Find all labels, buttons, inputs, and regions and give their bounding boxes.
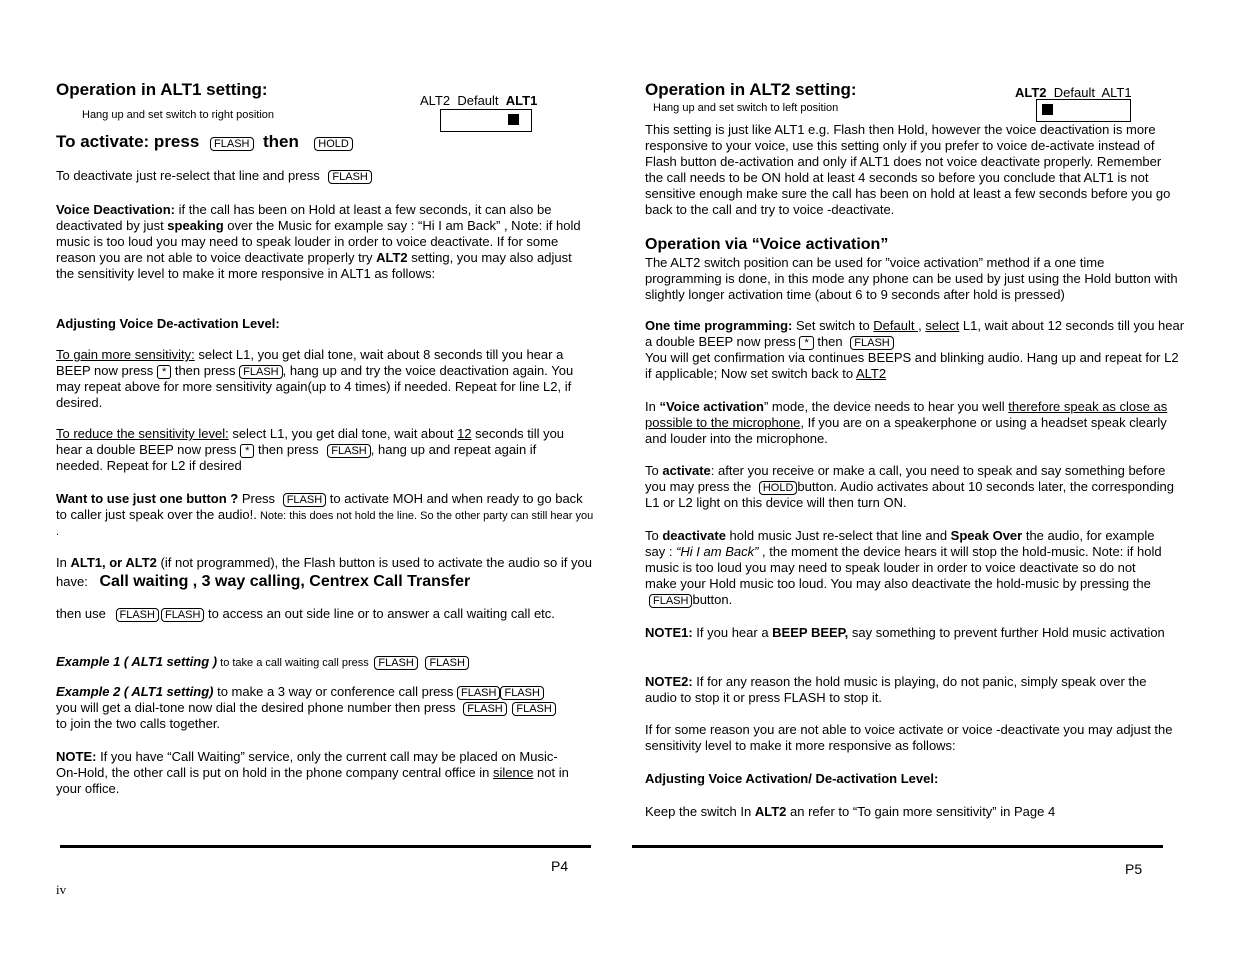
text: If you hear a <box>692 625 773 640</box>
flash-key-icon: FLASH <box>850 336 893 350</box>
text: not in your office. <box>56 765 569 796</box>
page-number-p4: P4 <box>551 858 569 874</box>
underlined-text: therefore speak as close as possible to the microphone <box>645 399 1168 430</box>
flash-key-icon: FLASH <box>457 686 500 700</box>
underlined-text: silence <box>492 765 534 780</box>
bold-text: BEEP BEEP, <box>772 625 849 640</box>
switch-label-alt1: ALT1 <box>505 93 538 108</box>
deactivate-paragraph <box>645 528 1165 608</box>
programming-label: One time programming: <box>645 318 793 333</box>
small-text: to take a call waiting call press <box>217 657 369 669</box>
flash-key-icon: FLASH <box>463 702 506 716</box>
text: setting, you may also adjust the sensitivity level to make it more responsive in ALT1 as follows: <box>56 250 572 281</box>
text: say something to prevent further Hold music activation <box>848 625 1165 640</box>
deactivate-text: To deactivate just re-select that line and press <box>56 168 320 183</box>
switch-knob <box>508 114 519 125</box>
voice-deactivation-paragraph <box>56 202 584 282</box>
switch-label-alt1: ALT1 <box>1101 85 1132 100</box>
one-button-paragraph <box>56 491 596 539</box>
star-key-icon: * <box>240 444 254 458</box>
bold-text: “Voice activation <box>659 399 764 414</box>
text: , hang up and repeat again if needed. Repeat for L2 if desired <box>56 442 537 473</box>
text: button. <box>692 592 733 607</box>
text: , hang up and try the voice deactivation again. You may repeat above for more sensitivity again(up to 4 times) if needed. Repeat for line L2, if desired. <box>56 363 574 410</box>
switch-label-default: Default <box>457 93 499 108</box>
underlined-text: Default <box>873 318 919 333</box>
note1-paragraph <box>645 625 1180 641</box>
flash-key-icon: FLASH <box>161 608 204 622</box>
text: then use <box>56 606 106 621</box>
adjusting-heading: Adjusting Voice De-activation Level: <box>56 316 280 331</box>
bold-text: ALT2 <box>376 250 408 265</box>
voice-activation-heading: Operation via “Voice activation” <box>645 236 889 253</box>
switch-label-default: Default <box>1053 85 1095 100</box>
note1-label: NOTE1: <box>645 625 693 640</box>
one-button-label: Want to use just one button ? <box>56 491 239 506</box>
text: then press <box>254 442 319 457</box>
switch-knob <box>1042 104 1053 115</box>
bold-text: ALT2 <box>754 804 787 819</box>
example2-paragraph <box>56 684 606 732</box>
note-label: NOTE: <box>56 749 97 764</box>
text: select L1, you get dial tone, wait about <box>228 426 458 441</box>
switch-label-alt2: ALT2 <box>420 93 451 108</box>
activate-label: To activate: press <box>56 132 200 151</box>
switch-diagram-alt1 <box>440 109 532 132</box>
bold-text: Speak Over <box>950 528 1023 543</box>
text: seconds till you hear a double BEEP now press <box>56 426 565 457</box>
text: then press <box>171 363 236 378</box>
underlined-text: 12 <box>457 426 472 441</box>
text: ” mode, the device needs to hear you well <box>763 399 1009 414</box>
voice-activation-paragraph: The ALT2 switch position can be used for ”voice activation” method if a one time programming is done, in this mode any phone can be used by just using the Hold button with slightly longer activation time (about 6 to 9 seconds after hold is pressed) <box>645 255 1178 302</box>
text: Press <box>238 491 276 506</box>
text: If for any reason the hold music is playing, do not panic, simply speak over the audio to stop it or press FLASH to stop it. <box>645 674 1147 705</box>
underlined-text: ALT2 <box>856 366 887 381</box>
text: , the moment the device hears it will stop the hold-music. Note: if hold music is too loud you may need to speak louder in order to voice deactivate so do not make your Hold music too loud. You may also deactivate the hold-music by pressing the <box>645 544 1162 591</box>
alt2-paragraph: This setting is just like ALT1 e.g. Flash then Hold, however the voice deactivation is more responsive to your voice, use this setting only if you prefer to voice de-activate instead of Flash button de-activation and only if ALT1 does not voice deactivate properly. Remember the call needs to be ON hold at least 4 seconds so before you conclude that ALT1 is not sensitive enough make sure the call has been on hold at least a few seconds before you go back to the call and try to voice -deactivate. <box>645 122 1171 217</box>
text: In <box>645 399 660 414</box>
bold-text: speaking <box>167 218 224 233</box>
small-note: Note: this does not hold the line. So the other party can still hear you . <box>56 510 594 538</box>
text: an refer to “To gain more sensitivity” in Page 4 <box>786 804 1056 819</box>
text: L1, wait about 12 seconds till you hear a double BEEP now press <box>645 318 1185 349</box>
right-heading: Operation in ALT2 setting: <box>645 80 857 99</box>
text: to activate MOH and when ready to go back to caller just speak over the audio!. <box>56 491 583 522</box>
text: Keep the switch In <box>645 804 755 819</box>
bold-text: deactivate <box>662 528 726 543</box>
reduce-sensitivity-paragraph <box>56 426 581 474</box>
text: to join the two calls together. <box>56 716 221 731</box>
text: over the Music for example say : “Hi I am Back” , Note: if hold music is too loud you may need to speak louder in order to voice deactivate. If for some reason you are not able to voice deactivate properly try <box>56 218 581 265</box>
va-mode-paragraph <box>645 399 1180 447</box>
reduce-label: To reduce the sensitivity level: <box>56 426 229 441</box>
text: , If you are on a speakerphone or using a headset speak clearly and louder into the microphone. <box>645 415 1167 446</box>
text: If you have “Call Waiting” service, only the current call may be placed on Music-On-Hold, the other call is put on hold in the phone company central office in <box>56 749 558 780</box>
switch-label-alt2: ALT2 <box>1015 85 1047 100</box>
text: You will get confirmation via continues BEEPS and blinking audio. Hang up and repeat for L2 if applicable; Now set switch back to <box>645 350 1179 381</box>
flash-key-icon: FLASH <box>425 656 468 670</box>
underlined-text: select <box>925 318 960 333</box>
deactivate-line <box>56 168 372 184</box>
adjust-intro-paragraph: If for some reason you are not able to voice activate or voice -deactivate you may adjust the sensitivity level to make it more responsive as follows: <box>645 722 1173 753</box>
star-key-icon: * <box>157 365 171 379</box>
note2-paragraph <box>645 674 1175 706</box>
gain-sensitivity-paragraph <box>56 347 586 411</box>
right-adjusting-heading: Adjusting Voice Activation/ De-activation Level: <box>645 771 939 786</box>
flash-key-icon: FLASH <box>500 686 543 700</box>
text: : after you receive or make a call, you need to speak and say something before you may press the <box>645 463 1166 494</box>
text: In <box>56 555 71 570</box>
right-divider <box>632 845 1163 848</box>
example1-label: Example 1 ( ALT1 setting ) <box>56 654 218 669</box>
flash-key-icon: FLASH <box>283 493 326 507</box>
example2-label: Example 2 ( ALT1 setting) <box>56 684 214 699</box>
bold-text: ALT1, or ALT2 <box>70 555 157 570</box>
flash-key-icon: FLASH <box>327 444 370 458</box>
activate-paragraph <box>645 463 1180 511</box>
programming-paragraph <box>645 318 1185 382</box>
activate-line <box>56 132 353 152</box>
left-divider <box>60 845 591 848</box>
hold-key-icon: HOLD <box>314 137 353 151</box>
page-number-p5: P5 <box>1125 861 1143 877</box>
text: to make a 3 way or conference call press <box>213 684 454 699</box>
text: , <box>918 318 926 333</box>
star-key-icon: * <box>799 336 813 350</box>
flash-key-icon: FLASH <box>328 170 371 184</box>
text: you will get a dial-tone now dial the desired phone number then press <box>56 700 456 715</box>
flash-key-icon: FLASH <box>210 137 253 151</box>
then-use-paragraph <box>56 606 591 622</box>
call-features-text: Call waiting , 3 way calling, Centrex Call Transfer <box>99 573 471 590</box>
keep-switch-line <box>645 804 1055 820</box>
alt-flash-paragraph <box>56 553 596 591</box>
hold-key-icon: HOLD <box>759 481 798 495</box>
text: select L1, you get dial tone, wait about 8 seconds till you hear a BEEP now press <box>56 347 564 378</box>
activate-then: then <box>262 132 299 151</box>
flash-key-icon: FLASH <box>116 608 159 622</box>
example1-line <box>56 654 469 670</box>
text: To <box>645 463 663 478</box>
flash-key-icon: FLASH <box>374 656 417 670</box>
text: hold music Just re-select that line and <box>725 528 951 543</box>
text: the audio, for example say : <box>645 528 1155 559</box>
right-subheading: Hang up and set switch to left position <box>653 102 839 114</box>
flash-key-icon: FLASH <box>512 702 555 716</box>
roman-page-number: iv <box>56 882 67 897</box>
gain-label: To gain more sensitivity: <box>56 347 195 362</box>
italic-text: “Hi I am Back” <box>676 544 759 559</box>
switch-diagram-alt2 <box>1036 99 1131 122</box>
text: button. Audio activates about 10 seconds later, the corresponding L1 or L2 light on this device will then turn ON. <box>645 479 1174 510</box>
text: to access an out side line or to answer a call waiting call etc. <box>204 606 555 621</box>
flash-key-icon: FLASH <box>239 365 282 379</box>
text: (if not programmed), the Flash button is used to activate the audio so if you have: <box>56 555 592 589</box>
text: then <box>813 334 843 349</box>
text: To <box>645 528 663 543</box>
text: Set switch to <box>792 318 874 333</box>
note2-label: NOTE2: <box>645 674 693 689</box>
flash-key-icon: FLASH <box>649 594 692 608</box>
bold-text: activate <box>662 463 711 478</box>
voice-deactivation-label: Voice Deactivation: <box>56 202 175 217</box>
note-paragraph <box>56 749 576 797</box>
left-heading: Operation in ALT1 setting: <box>56 80 268 99</box>
text: if the call has been on Hold at least a few seconds, it can also be deactivated by just <box>56 202 552 233</box>
left-subheading: Hang up and set switch to right position <box>82 109 275 121</box>
alt1-switch-labels <box>420 93 537 109</box>
